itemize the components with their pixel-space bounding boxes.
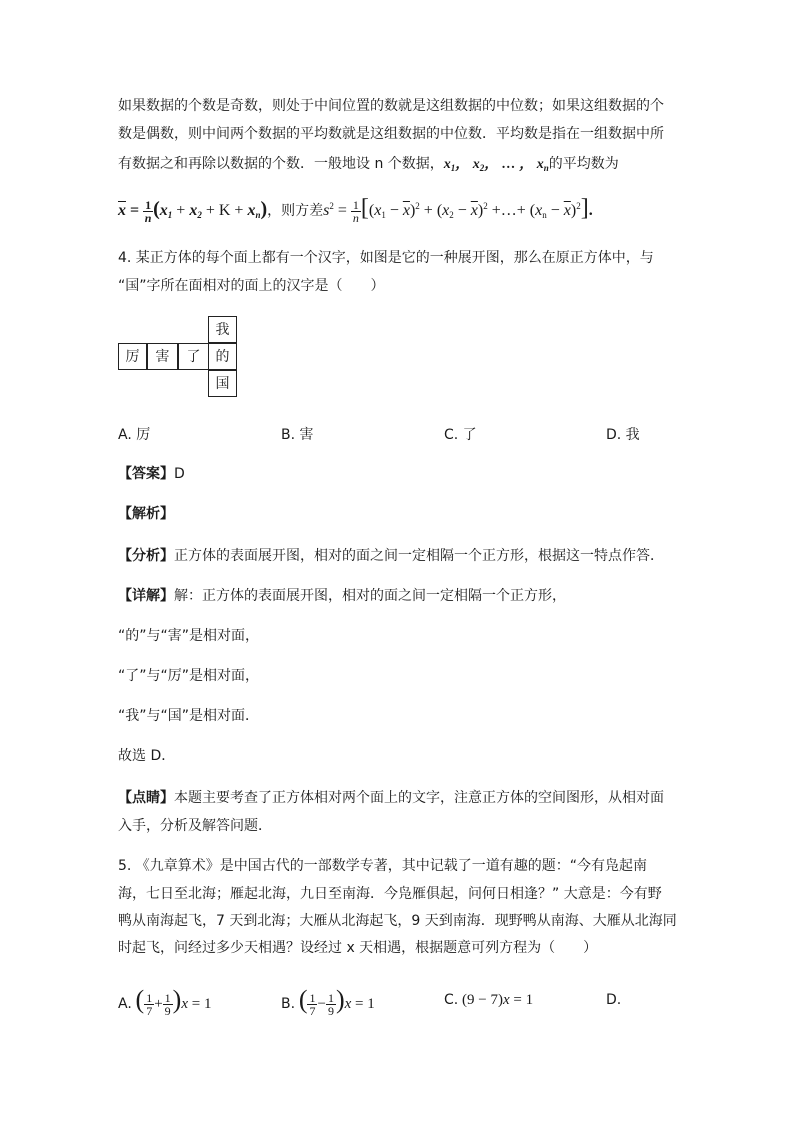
fenxi-text: 正方体的表面展开图，相对的面之间一定相隔一个正方形，根据这一特点作答． — [174, 548, 664, 564]
net-cell-li: 厉 — [118, 343, 147, 370]
q4-dianjing-line-2: 入手，分析及解答问题． — [118, 818, 272, 834]
xiangjie-text: 解：正方体的表面展开图，相对的面之间一定相隔一个正方形， — [174, 588, 566, 604]
variance-fraction: $\frac{1}{n}$ — [352, 197, 359, 225]
cube-net-diagram — [118, 316, 240, 400]
pair-line-3: “我”与“国”是相对面． — [118, 708, 260, 724]
pair-line-1: “的”与“害”是相对面， — [118, 628, 260, 644]
q4-dianjing-line-1 — [118, 788, 664, 808]
q4-answer — [118, 464, 185, 484]
q4-option-d: D. 我 — [606, 427, 640, 443]
xiangjie-label: 【详解】 — [118, 588, 174, 604]
one-over-n-fraction: $\frac{1}{n}$ — [144, 197, 152, 225]
q4-option-c: C. 了 — [444, 427, 477, 443]
q5-line-1: 5. 《九章算术》是中国古代的一部数学专著，其中记载了一道有趣的题：“今有凫起南 — [118, 858, 648, 874]
answer-value: D — [174, 466, 185, 482]
analysis-label: 【解析】 — [118, 506, 174, 522]
data-list-formula: $x_1$， $x_2$， … ， $x_n$ — [443, 157, 549, 173]
variance-text: ，则方差 — [267, 203, 324, 219]
para-line-3-text: 有数据之和再除以数据的个数．一般地设 n 个数据， — [118, 156, 444, 172]
q5-line-3: 鸭从南海起飞，7 天到北海；大雁从北海起飞，9 天到南海．现野鸭从南海、大雁从北海同 — [118, 913, 677, 929]
net-cell-le: 了 — [178, 343, 209, 370]
q4-stem-line-1: 4. 某正方体的每个面上都有一个汉字，如图是它的一种展开图，那么在原正方体中，与 — [118, 250, 654, 266]
mean-symbol: $\overline{x}$ — [118, 202, 126, 219]
pair-line-2: “了”与“厉”是相对面， — [118, 668, 260, 684]
answer-label: 【答案】 — [118, 466, 174, 482]
dianjing-text: 本题主要考查了正方体相对两个面上的文字，注意正方体的空间图形，从相对面 — [174, 790, 664, 806]
q5-option-c: C. (9 − 7)x = 1 — [444, 992, 534, 1008]
q4-fenxi — [118, 546, 664, 566]
para-line-3-tail: 的平均数为 — [548, 156, 619, 172]
q5-line-4: 时起飞，问经过多少天相遇？设经过 x 天相遇，根据题意可列方程为（ ） — [118, 940, 598, 956]
q5-option-d: D. — [606, 992, 622, 1008]
net-cell-guo: 国 — [208, 370, 237, 397]
q4-option-b: B. 害 — [281, 427, 314, 443]
para-line-2: 数是偶数，则中间两个数据的平均数就是这组数据的中位数．平均数是指在一组数据中所 — [118, 126, 664, 142]
q4-xiangjie — [118, 586, 566, 606]
para-line-1: 如果数据的个数是奇数，则处于中间位置的数就是这组数据的中位数；如果这组数据的个 — [118, 98, 664, 114]
net-cell-hai: 害 — [147, 343, 178, 370]
para-line-3 — [118, 154, 619, 178]
q5-option-a: A. ( $\frac{1}{7}$ + $\frac{1}{9}$ )x = 1 — [118, 985, 212, 1019]
conclusion: 故选 D． — [118, 748, 176, 764]
q5-option-a-label: A. — [118, 996, 132, 1012]
q5-line-2: 海，七日至北海；雁起北海，九日至南海．今凫雁俱起，问何日相逢？” 大意是：今有野 — [118, 886, 662, 902]
q5-option-b: B. ( $\frac{1}{7}$ − $\frac{1}{9}$ )x = 1 — [281, 985, 375, 1019]
net-cell-de: 的 — [208, 343, 237, 370]
fenxi-label: 【分析】 — [118, 548, 174, 564]
q5-option-c-label: C. — [444, 992, 459, 1008]
q4-stem-line-2: “国”字所在面相对的面上的汉字是（ ） — [118, 278, 385, 294]
q5-option-b-label: B. — [281, 996, 296, 1012]
q4-option-a: A. 厉 — [118, 427, 151, 443]
mean-variance-formula: $\overline{x}$ = $\frac{1}{n}$ $(x_1 + x_2 + K + x_n)$，则方差$s^2$ = $\frac{1}{n}$ [$(x_1 - \overline{x})^2 + (x_2 - \overline{x})^2$ +…+ $(x_n - \overline{x})^2$]. — [118, 195, 593, 225]
net-cell-wo: 我 — [208, 316, 237, 343]
dianjing-label: 【点睛】 — [118, 790, 174, 806]
